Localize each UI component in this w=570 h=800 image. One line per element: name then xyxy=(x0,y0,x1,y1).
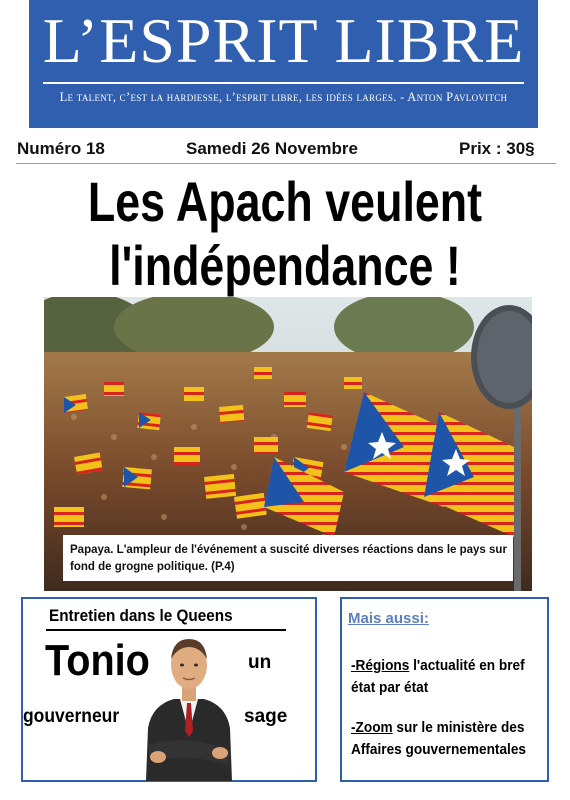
masthead-divider xyxy=(43,82,524,84)
interview-title-underline xyxy=(46,629,286,631)
also-item-text: sur le ministère des Affaires gouvernementales xyxy=(351,720,526,758)
issue-number: Numéro 18 xyxy=(17,139,105,158)
masthead xyxy=(29,0,538,128)
also-item-keyword: -Zoom xyxy=(351,720,393,736)
interview-word-gouverneur: gouverneur xyxy=(23,706,120,727)
photo-caption: Papaya. L'ampleur de l'événement a suscité diverses réactions dans le pays sur fond de grogne politique. (P.4) xyxy=(70,544,507,573)
also-title: Mais aussi: xyxy=(348,610,429,627)
newspaper-title: L’ESPRIT LIBRE xyxy=(42,5,525,76)
interview-word-un: un xyxy=(248,652,272,673)
issue-price: Prix : 30§ xyxy=(459,139,535,158)
headline-line-2: l'indépendance ! xyxy=(109,234,461,297)
issue-date: Samedi 26 Novembre xyxy=(186,139,358,158)
issue-divider xyxy=(16,163,556,164)
portrait-image xyxy=(140,633,238,781)
also-item xyxy=(351,717,531,761)
also-item xyxy=(351,655,531,699)
interview-name: Tonio xyxy=(45,636,150,685)
headline-line-1: Les Apach veulent xyxy=(87,170,483,233)
man-in-suit-figure xyxy=(140,633,238,781)
interview-word-sage: sage xyxy=(244,706,288,727)
also-item-text: l'actualité en bref état par état xyxy=(351,658,525,696)
headline xyxy=(57,170,513,298)
interview-title: Entretien dans le Queens xyxy=(49,606,233,625)
masthead-tagline: Le talent, c’est la hardiesse, l’esprit libre, les idées larges. - Anton Pavlovitch xyxy=(59,90,508,104)
also-item-keyword: -Régions xyxy=(351,658,410,674)
